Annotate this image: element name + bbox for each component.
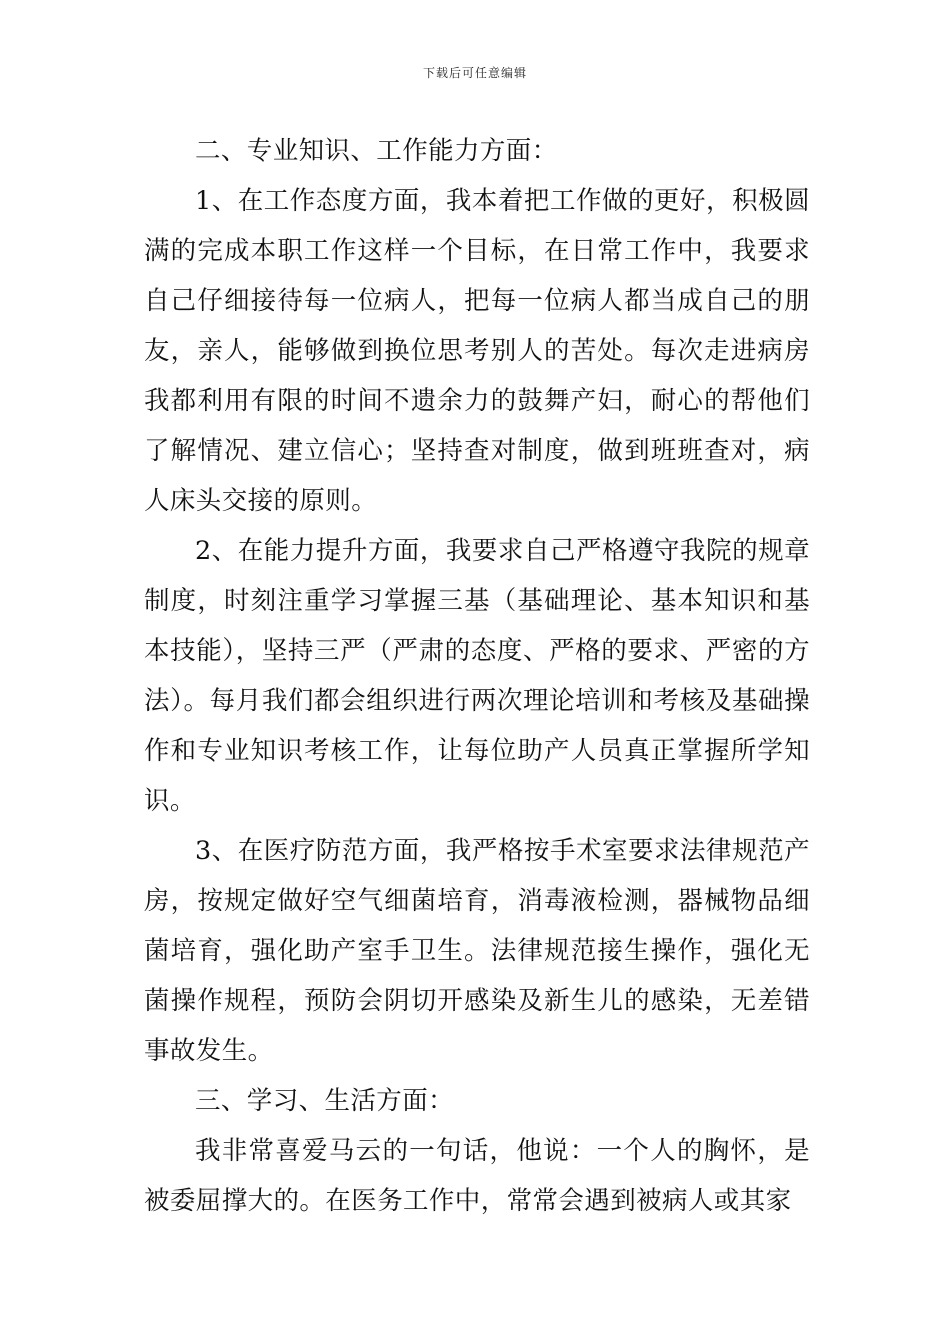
- section-heading-study-life: 三、学习、生活方面：: [195, 1086, 455, 1116]
- paragraph-medical-prevention: 3、在医疗防范方面，我严格按手术室要求法律规范产房，按规定做好空气细菌培育，消毒液检测，器械物品细菌培育，强化助产室手卫生。法律规范接生操作，强化无菌操作规程，预防会阴切开感染及新生儿的感染，无差错事故发生。: [144, 836, 810, 1066]
- page-header-note: 下载后可任意编辑: [422, 66, 527, 80]
- paragraph-quote: 我非常喜爱马云的一句话，他说：一个人的胸怀，是被委屈撑大的。在医务工作中，常常会遇到被病人或其家: [144, 1136, 810, 1216]
- paragraph-work-attitude: 1、在工作态度方面，我本着把工作做的更好，积极圆满的完成本职工作这样一个目标，在日常工作中，我要求自己仔细接待每一位病人，把每一位病人都当成自己的朋友，亲人，能够做到换位思考别人的苦处。每次走进病房我都利用有限的时间不遗余力的鼓舞产妇，耐心的帮他们了解情况、建立信心；坚持查对制度，做到班班查对，病人床头交接的原则。: [144, 186, 810, 516]
- paragraph-ability-improvement: 2、在能力提升方面，我要求自己严格遵守我院的规章制度，时刻注重学习掌握三基（基础理论、基本知识和基本技能），坚持三严（严肃的态度、严格的要求、严密的方法）。每月我们都会组织进行两次理论培训和考核及基础操作和专业知识考核工作，让每位助产人员真正掌握所学知识。: [144, 536, 810, 816]
- document-body: [144, 126, 810, 1226]
- section-heading-professional: 二、专业知识、工作能力方面：: [195, 136, 558, 166]
